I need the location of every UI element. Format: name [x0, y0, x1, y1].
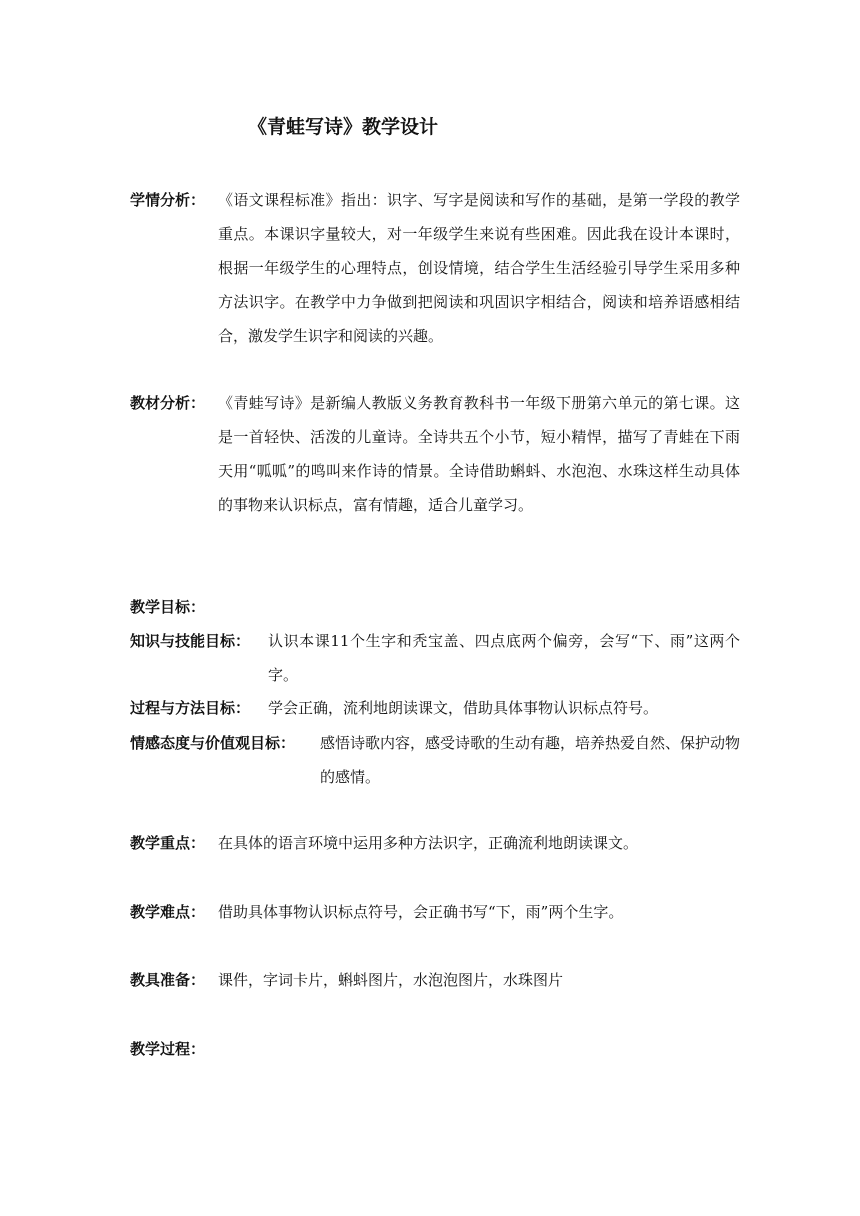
knowledge-goal-label: 知识与技能目标：: [130, 632, 251, 650]
material-analysis-row: [130, 386, 740, 522]
material-analysis-text: 《青蛙写诗》是新编人教版义务教育教科书一年级下册第六单元的第七课。这是一首轻快、活泼的儿童诗。全诗共五个小节，短小精悍，描写了青蛙在下雨天用“呱呱”的鸣叫来作诗的情景。全诗借助蝌蚪、水泡泡、水珠这样生动具体的事物来认识标点，富有情趣，适合儿童学习。: [218, 394, 740, 514]
material-analysis-label: 教材分析：: [130, 394, 206, 412]
page-title: 《青蛙写诗》教学设计: [248, 116, 439, 138]
process-heading-section: [130, 1032, 740, 1066]
process-goal: [130, 691, 740, 725]
tools-section: [130, 963, 740, 997]
emotion-goal: [130, 726, 740, 794]
learner-analysis-row: [130, 183, 740, 353]
difficulties-label: 教学难点：: [130, 903, 206, 921]
knowledge-goal-text: 认识本课11个生字和秃宝盖、四点底两个偏旁，会写“下、雨”这两个字。: [268, 632, 740, 684]
learner-analysis-text: 《语文课程标准》指出：识字、写字是阅读和写作的基础，是第一学段的教学重点。本课识字量较大，对一年级学生来说有些困难。因此我在设计本课时，根据一年级学生的心理特点，创设情境，结合学生生活经验引导学生采用多种方法识字。在教学中力争做到把阅读和巩固识字相结合，阅读和培养语感相结合，激发学生识字和阅读的兴趣。: [218, 191, 740, 345]
emotion-goal-row: [130, 726, 740, 794]
process-goal-text: 学会正确，流利地朗读课文，借助具体事物认识标点符号。: [268, 699, 659, 717]
process-goal-row: [130, 691, 740, 725]
process-heading: 教学过程：: [130, 1040, 206, 1058]
goals-heading-section: [130, 590, 740, 624]
tools-label: 教具准备：: [130, 971, 206, 989]
difficulties-section: [130, 895, 740, 929]
key-points-label: 教学重点：: [130, 834, 206, 852]
knowledge-goal-row: [130, 624, 740, 692]
key-points-text: 在具体的语言环境中运用多种方法识字，正确流利地朗读课文。: [218, 834, 639, 852]
emotion-goal-label: 情感态度与价值观目标：: [130, 734, 296, 752]
knowledge-goal: [130, 624, 740, 692]
goals-heading: 教学目标：: [130, 598, 206, 616]
learner-analysis-label: 学情分析：: [130, 191, 206, 209]
key-points-row: [130, 826, 740, 860]
tools-row: [130, 963, 740, 997]
difficulties-text: 借助具体事物认识标点符号，会正确书写“下，雨”两个生字。: [218, 903, 624, 921]
difficulties-row: [130, 895, 740, 929]
key-points-section: [130, 826, 740, 860]
material-analysis-section: [130, 386, 740, 522]
emotion-goal-text: 感悟诗歌内容，感受诗歌的生动有趣，培养热爱自然、保护动物的感情。: [320, 734, 741, 786]
tools-text: 课件，字词卡片，蝌蚪图片，水泡泡图片，水珠图片: [218, 971, 564, 989]
learner-analysis-section: [130, 183, 740, 353]
process-goal-label: 过程与方法目标：: [130, 699, 251, 717]
